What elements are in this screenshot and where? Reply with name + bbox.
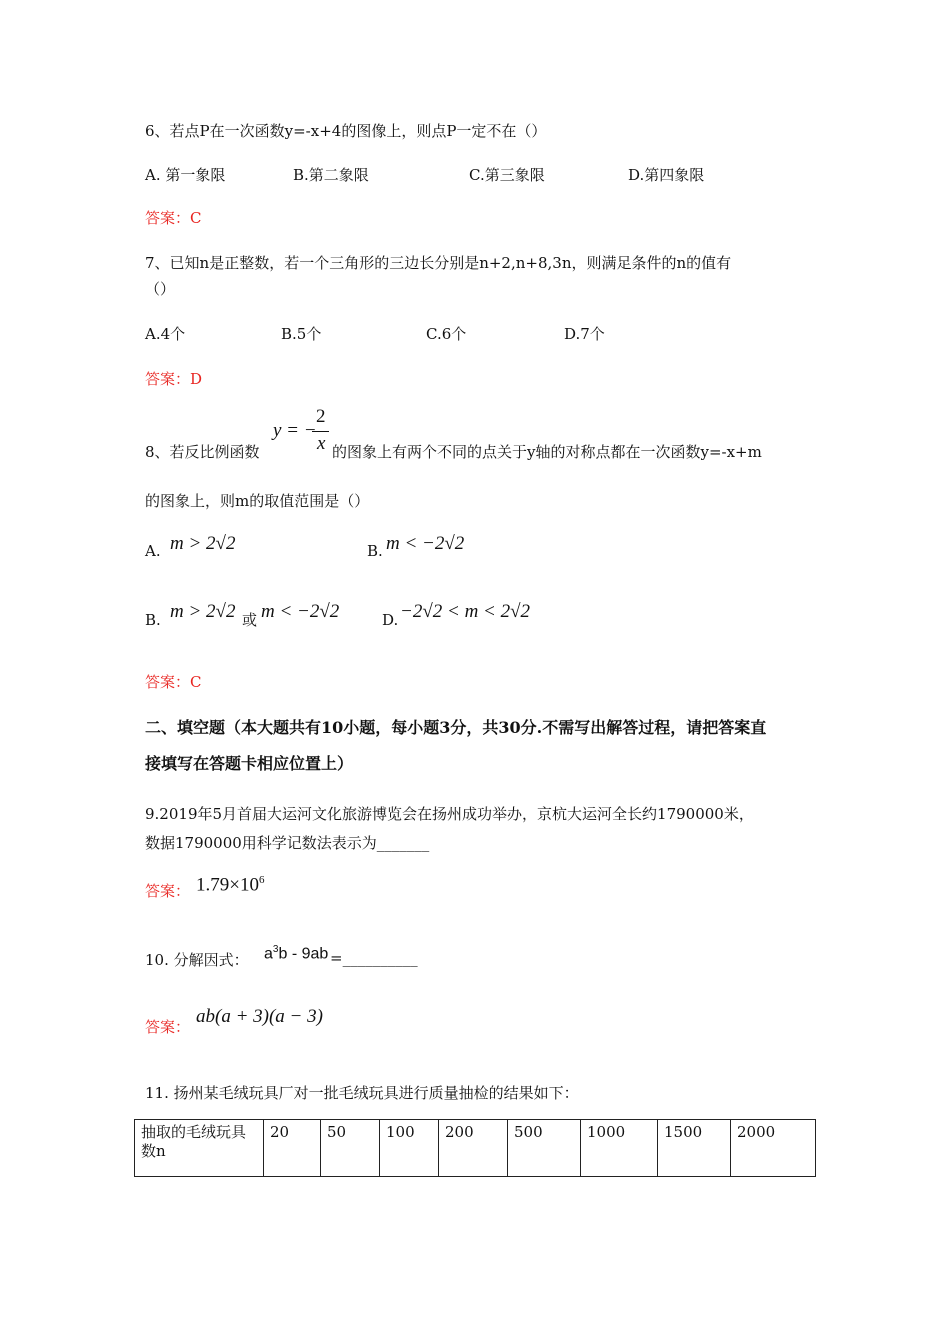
q6-stem: 6、若点P在一次函数y=-x+4的图像上，则点P一定不在（） <box>145 122 547 140</box>
q8-formula-numerator: 2 <box>316 406 326 427</box>
table-row <box>135 1120 816 1177</box>
table-cell: 100 <box>380 1120 439 1177</box>
q8-formula-denominator: x <box>317 433 326 454</box>
q8-stem-line2: 的图象上，则m的取值范围是（） <box>145 492 370 510</box>
table-cell: 20 <box>264 1120 321 1177</box>
q7-stem-line2: （） <box>145 280 176 298</box>
q7-stem-line1: 7、已知n是正整数，若一个三角形的三边长分别是n+2,n+8,3n，则满足条件的n的值有 <box>145 254 732 272</box>
q8-option-a-label: A. <box>145 542 161 560</box>
q8-option-c-math2: m < −2√2 <box>261 601 340 622</box>
q6-option-d: D.第四象限 <box>628 166 705 184</box>
q6-option-b: B.第二象限 <box>293 166 369 184</box>
q8-option-c-label: B. <box>145 611 161 629</box>
q9-stem-line1: 9.2019年5月首届大运河文化旅游博览会在扬州成功举办，京杭大运河全长约1790000米， <box>145 805 754 823</box>
q9-stem-line2: 数据1790000用科学记数法表示为_______ <box>145 834 430 852</box>
q7-answer: 答案：D <box>145 370 203 388</box>
q6-answer: 答案：C <box>145 209 202 227</box>
q6-option-a: A. 第一象限 <box>145 166 226 184</box>
q9-answer-label: 答案： <box>145 882 191 900</box>
q11-table <box>134 1119 816 1177</box>
q10-expr-rest: b - 9ab <box>278 945 329 963</box>
q6-option-c: C.第三象限 <box>469 166 545 184</box>
q10-expr-exponent: 3 <box>272 944 279 955</box>
q8-option-b-label: B. <box>367 542 383 560</box>
table-cell: 200 <box>439 1120 508 1177</box>
table-cell: 1000 <box>581 1120 658 1177</box>
q10-answer-label: 答案： <box>145 1018 191 1036</box>
q8-option-d-math: −2√2 < m < 2√2 <box>400 601 531 622</box>
q7-option-c: C.6个 <box>426 325 467 343</box>
q8-stem-prefix: 8、若反比例函数 <box>145 443 260 461</box>
q8-stem-suffix: 的图象上有两个不同的点关于y轴的对称点都在一次函数y=-x+m <box>332 443 762 461</box>
q10-expression <box>264 944 328 963</box>
q10-answer-math: ab(a + 3)(a − 3) <box>196 1006 323 1027</box>
q8-option-d-label: D. <box>382 611 399 629</box>
q8-option-c-math: m > 2√2 <box>170 601 236 622</box>
table-cell: 500 <box>508 1120 581 1177</box>
q8-answer: 答案：C <box>145 673 202 691</box>
q7-option-b: B.5个 <box>281 325 322 343</box>
q8-fraction-bar <box>312 431 329 432</box>
section2-heading-line1: 二、填空题（本大题共有10小题，每小题3分，共30分.不需写出解答过程，请把答案直 <box>145 718 767 737</box>
q10-stem: 10. 分解因式： <box>145 951 249 969</box>
table-cell: 50 <box>321 1120 380 1177</box>
q7-option-d: D.7个 <box>564 325 605 343</box>
q11-row-header: 抽取的毛绒玩具数n <box>135 1120 264 1177</box>
q11-stem: 11. 扬州某毛绒玩具厂对一批毛绒玩具进行质量抽检的结果如下： <box>145 1084 579 1102</box>
table-cell: 2000 <box>731 1120 816 1177</box>
q9-answer-base: 1.79×10 <box>196 874 259 896</box>
section2-heading-line2: 接填写在答题卡相应位置上） <box>145 754 354 773</box>
q8-option-c-joiner: 或 <box>242 611 258 629</box>
q7-option-a: A.4个 <box>145 325 186 343</box>
q10-expr-a: a <box>264 945 273 963</box>
q9-answer-value <box>196 874 264 896</box>
q8-option-a-math: m > 2√2 <box>170 533 236 554</box>
table-cell: 1500 <box>658 1120 731 1177</box>
q9-answer-exponent: 6 <box>258 874 265 886</box>
q8-formula-lhs: y = − <box>273 420 317 441</box>
q8-option-b-math: m < −2√2 <box>386 533 465 554</box>
q10-blank: =__________ <box>330 949 418 967</box>
